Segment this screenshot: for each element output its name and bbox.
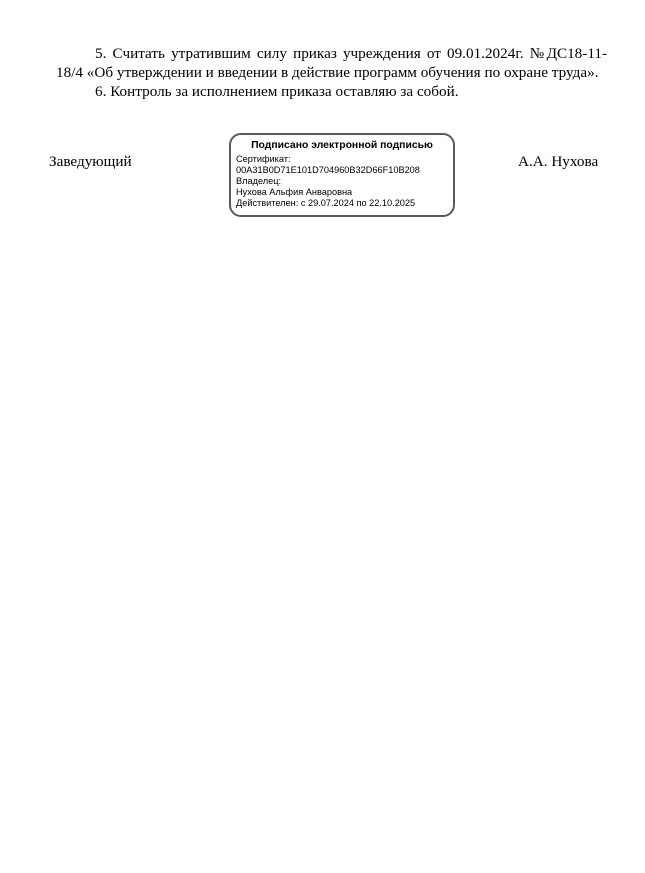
certificate-label: Сертификат: [236,154,291,164]
stamp-title: Подписано электронной подписью [251,140,433,151]
signer-name: А.А. Нухова [518,153,599,170]
item-6: 6. Контроль за исполнением приказа оставляю за собой. [95,83,459,100]
item-5-line-1: 5. Считать утратившим силу приказ учреждения от 09.01.2024г. №ДС18-11- [95,45,607,62]
e-signature-stamp [229,133,455,217]
signer-position: Заведующий [49,153,132,170]
owner-name: Нухова Альфия Анваровна [236,187,353,197]
owner-label: Владелец: [236,176,282,186]
validity-period: Действителен: с 29.07.2024 по 22.10.2025 [236,198,416,208]
certificate-number: 00A31B0D71E101D704960B32D66F10B208 [236,165,420,175]
item-5-line-2: 18/4 «Об утверждении и введении в действие программ обучения по охране труда». [56,64,599,81]
